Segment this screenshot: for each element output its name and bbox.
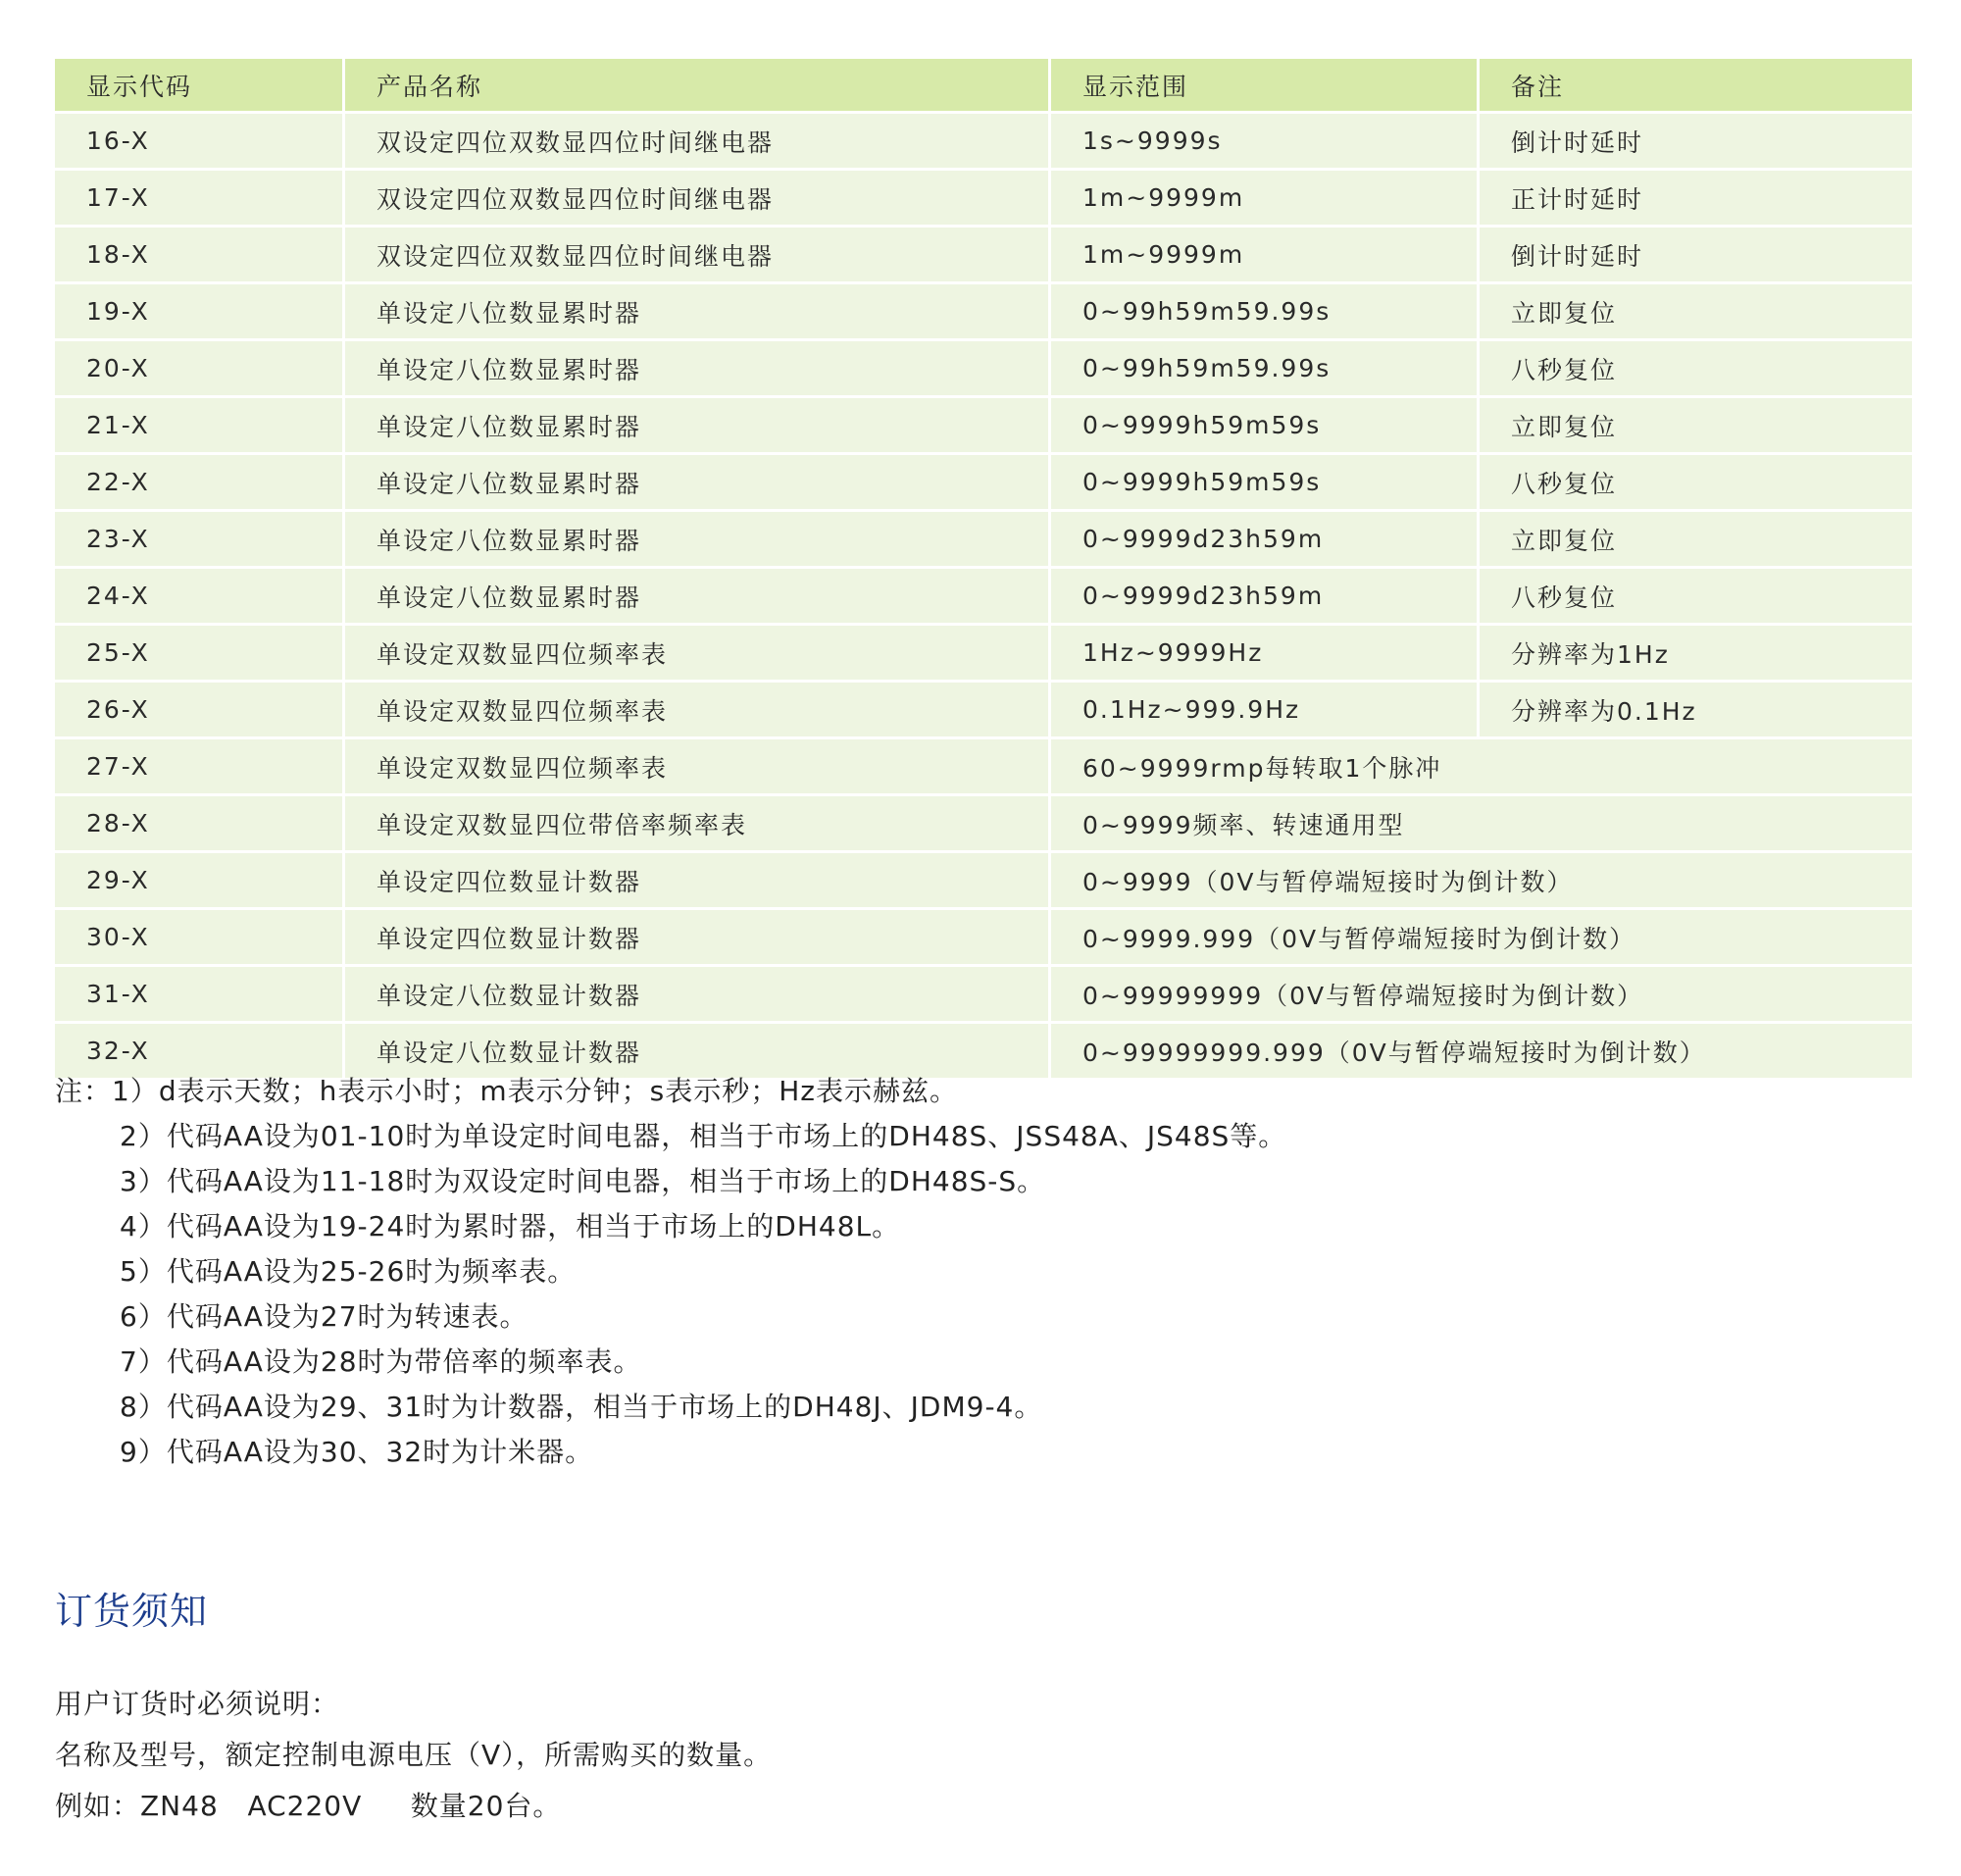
header-remarks: 备注: [1480, 59, 1912, 114]
cell-code: 19-X: [55, 284, 345, 341]
cell-display-range: 0~99h59m59.99s: [1051, 341, 1480, 398]
cell-remarks: 分辨率为0.1Hz: [1480, 683, 1912, 739]
cell-code: 24-X: [55, 569, 345, 626]
table-row: [55, 171, 1912, 228]
table-row: [55, 341, 1912, 398]
cell-code: 21-X: [55, 398, 345, 455]
note-line: 8）代码AA设为29、31时为计数器，相当于市场上的DH48J、JDM9-4。: [120, 1391, 1043, 1423]
note-line: 7）代码AA设为28时为带倍率的频率表。: [120, 1345, 642, 1378]
note-line: 注：1）d表示天数；h表示小时；m表示分钟；s表示秒；Hz表示赫兹。: [55, 1075, 958, 1107]
table-row: [55, 967, 1912, 1024]
cell-product-name: 单设定双数显四位频率表: [345, 739, 1051, 796]
cell-remarks: 八秒复位: [1480, 455, 1912, 512]
cell-display-range: 0~9999h59m59s: [1051, 398, 1480, 455]
cell-display-range: 0~9999d23h59m: [1051, 569, 1480, 626]
cell-display-range: 0.1Hz~999.9Hz: [1051, 683, 1480, 739]
header-code: 显示代码: [55, 59, 345, 114]
table-row: [55, 284, 1912, 341]
note-line: 9）代码AA设为30、32时为计米器。: [120, 1436, 594, 1468]
cell-code: 16-X: [55, 114, 345, 171]
cell-code: 18-X: [55, 228, 345, 284]
cell-product-name: 单设定八位数显累时器: [345, 512, 1051, 569]
cell-remarks: 立即复位: [1480, 398, 1912, 455]
cell-product-name: 单设定八位数显累时器: [345, 398, 1051, 455]
note-line: 3）代码AA设为11-18时为双设定时间电器，相当于市场上的DH48S-S。: [120, 1165, 1046, 1197]
cell-remarks: 八秒复位: [1480, 341, 1912, 398]
cell-display-range: 0~99999999（0V与暂停端短接时为倒计数）: [1051, 967, 1912, 1024]
cell-display-range: 60~9999rmp每转取1个脉冲: [1051, 739, 1912, 796]
table-row: [55, 626, 1912, 683]
order-line: 例如：ZN48 AC220V 数量20台。: [55, 1790, 562, 1822]
spec-table: [55, 59, 1912, 1081]
note-line: 6）代码AA设为27时为转速表。: [120, 1300, 528, 1333]
table-row: [55, 228, 1912, 284]
order-info: [55, 1679, 772, 1832]
cell-display-range: 1m~9999m: [1051, 171, 1480, 228]
table-row: [55, 512, 1912, 569]
cell-display-range: 1s~9999s: [1051, 114, 1480, 171]
cell-product-name: 单设定八位数显计数器: [345, 1024, 1051, 1081]
cell-product-name: 单设定双数显四位频率表: [345, 683, 1051, 739]
table-row: [55, 739, 1912, 796]
note-line: 5）代码AA设为25-26时为频率表。: [120, 1255, 577, 1288]
cell-product-name: 双设定四位双数显四位时间继电器: [345, 114, 1051, 171]
table-row: [55, 569, 1912, 626]
cell-remarks: 分辨率为1Hz: [1480, 626, 1912, 683]
cell-product-name: 单设定四位数显计数器: [345, 910, 1051, 967]
cell-code: 31-X: [55, 967, 345, 1024]
table-header-row: [55, 59, 1912, 114]
cell-product-name: 单设定双数显四位频率表: [345, 626, 1051, 683]
cell-display-range: 0~9999.999（0V与暂停端短接时为倒计数）: [1051, 910, 1912, 967]
note-line: 2）代码AA设为01-10时为单设定时间电器，相当于市场上的DH48S、JSS48A、JS48S等。: [120, 1120, 1287, 1152]
cell-product-name: 单设定四位数显计数器: [345, 853, 1051, 910]
order-line: 名称及型号，额定控制电源电压（V），所需购买的数量。: [55, 1739, 773, 1771]
cell-product-name: 双设定四位双数显四位时间继电器: [345, 228, 1051, 284]
cell-product-name: 单设定八位数显累时器: [345, 341, 1051, 398]
cell-code: 30-X: [55, 910, 345, 967]
cell-remarks: 立即复位: [1480, 512, 1912, 569]
cell-display-range: 0~9999（0V与暂停端短接时为倒计数）: [1051, 853, 1912, 910]
cell-product-name: 双设定四位双数显四位时间继电器: [345, 171, 1051, 228]
cell-code: 17-X: [55, 171, 345, 228]
cell-product-name: 单设定八位数显计数器: [345, 967, 1051, 1024]
cell-product-name: 单设定双数显四位带倍率频率表: [345, 796, 1051, 853]
cell-code: 22-X: [55, 455, 345, 512]
cell-product-name: 单设定八位数显累时器: [345, 455, 1051, 512]
cell-display-range: 0~99999999.999（0V与暂停端短接时为倒计数）: [1051, 1024, 1912, 1081]
cell-code: 20-X: [55, 341, 345, 398]
cell-display-range: 0~9999频率、转速通用型: [1051, 796, 1912, 853]
cell-product-name: 单设定八位数显累时器: [345, 284, 1051, 341]
table-body: [55, 114, 1912, 1081]
cell-display-range: 1m~9999m: [1051, 228, 1480, 284]
table-row: [55, 796, 1912, 853]
header-display-range: 显示范围: [1051, 59, 1480, 114]
cell-display-range: 0~9999h59m59s: [1051, 455, 1480, 512]
cell-remarks: 正计时延时: [1480, 171, 1912, 228]
cell-code: 28-X: [55, 796, 345, 853]
table-row: [55, 853, 1912, 910]
cell-remarks: 八秒复位: [1480, 569, 1912, 626]
cell-remarks: 倒计时延时: [1480, 228, 1912, 284]
cell-remarks: 倒计时延时: [1480, 114, 1912, 171]
cell-display-range: 0~9999d23h59m: [1051, 512, 1480, 569]
table-row: [55, 398, 1912, 455]
cell-code: 27-X: [55, 739, 345, 796]
cell-display-range: 0~99h59m59.99s: [1051, 284, 1480, 341]
cell-product-name: 单设定八位数显累时器: [345, 569, 1051, 626]
order-title: 订货须知: [55, 1590, 209, 1633]
cell-remarks: 立即复位: [1480, 284, 1912, 341]
order-line: 用户订货时必须说明：: [55, 1688, 340, 1720]
table-row: [55, 910, 1912, 967]
header-product-name: 产品名称: [345, 59, 1051, 114]
table-row: [55, 455, 1912, 512]
notes: [55, 1069, 1286, 1475]
cell-code: 32-X: [55, 1024, 345, 1081]
cell-display-range: 1Hz~9999Hz: [1051, 626, 1480, 683]
cell-code: 25-X: [55, 626, 345, 683]
cell-code: 26-X: [55, 683, 345, 739]
cell-code: 29-X: [55, 853, 345, 910]
note-line: 4）代码AA设为19-24时为累时器，相当于市场上的DH48L。: [120, 1210, 901, 1242]
cell-code: 23-X: [55, 512, 345, 569]
table-row: [55, 114, 1912, 171]
table-row: [55, 683, 1912, 739]
